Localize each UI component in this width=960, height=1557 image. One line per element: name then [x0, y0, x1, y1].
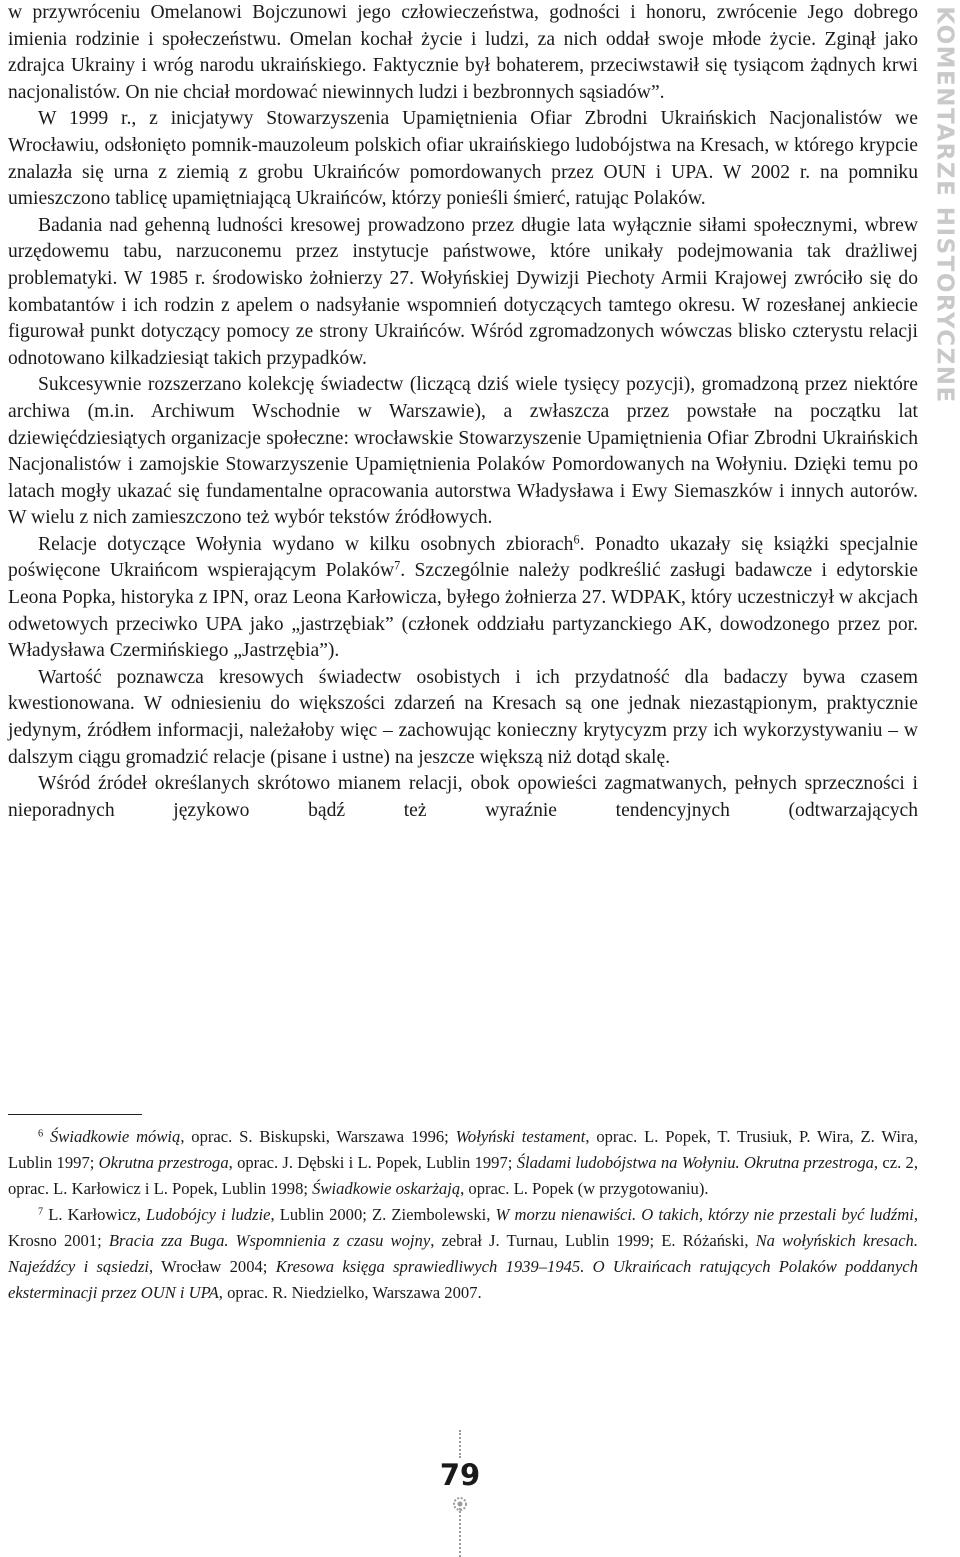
divider — [459, 1430, 461, 1458]
paragraph: Wartość poznawcza kresowych świadectw osobistych i ich przydatność dla badaczy bywa czasem kwestionowana. W odniesieniu do większości zdarzeń na Kresach są one jednak niezastąpionym, praktycznie jedynym, źródłem informacji, należałoby więc – zachowując konieczny krytycyzm przy ich wykorzystywaniu – w dalszym ciągu gromadzić relacje (pisane i ustne) na jeszcze większą niż dotąd skalę. — [8, 666, 918, 768]
paragraph: Wśród źródeł określanych skrótowo mianem relacji, obok opowieści zagmatwanych, pełnych sprzeczności i nieporadnych językowo bądź też wyraźnie tendencyjnych (odtwarzających — [8, 773, 918, 821]
footnote-divider — [8, 1114, 142, 1115]
footnote-6 — [8, 1124, 918, 1202]
footnote-text: , oprac. R. Niedzielko, Warszawa 2007. — [218, 1283, 482, 1302]
footnote-title: Wołyński testament — [455, 1127, 586, 1146]
footnote-number: 6 — [38, 1128, 44, 1140]
paragraph: w przywróceniu Omelanowi Bojczunowi jego człowieczeństwa, godności i honoru, zwrócenie Jego dobrego imienia rodzinie i społeczeństwu. Omelan kochał życie i ludzi, za nich oddał swoje młode życie. Zginął jako zdrajca Ukrainy i wróg narodu ukraińskiego. Faktycznie był bohaterem, przeciwstawił się tysiącom żądnych krwi nacjonalistów. On nie chciał mordować niewinnych ludzi i bezbronnych sąsiadów”. — [8, 2, 918, 103]
footnote-text: , oprac. S. Biskupski, Warszawa 1996; — [180, 1127, 456, 1146]
footnote-title: Świadkowie mówią — [49, 1127, 181, 1146]
footnote-title: Bracia zza Buga. Wspomnienia z czasu wojny — [108, 1231, 431, 1250]
footnote-text: , cz. 2, oprac. L. Karłowicz i L. Popek, Lublin 1998; — [8, 1153, 918, 1198]
footnote-text: , Wrocław 2004; — [149, 1257, 276, 1276]
text-run: . Ponadto ukazały się książki specjalnie poświęcone Ukraińcom wspierającym Polaków — [8, 533, 918, 582]
paragraph: Badania nad gehenną ludności kresowej prowadzono przez długie lata wyłącznie siłami społecznymi, wbrew urzędowemu tabu, narzuconemu przez instytucje państwowe, które unikały podejmowania tak drażliwej problematyki. W 1985 r. środowisko żołnierzy 27. Wołyńskiej Dywizji Piechoty Armii Krajowej zwróciło się do kombatantów i ich rodzin z apelem o nadsyłanie wspomnień dotyczących tamtego okresu. W rozesłanej ankiecie figurował punkt dotyczący pomocy ze strony Ukraińców. Wśród zgromadzonych wówczas blisko czterystu relacji odnotowano kilkadziesiąt takich przypadków. — [8, 214, 918, 369]
footnote-title: Na wołyńskich kresach. Najeźdźcy i sąsiedzi — [8, 1231, 918, 1276]
footnote-title: Śladami ludobójstwa na Wołyniu. Okrutna przestroga — [516, 1153, 874, 1172]
footnote-text: , oprac. L. Popek, T. Trusiuk, P. Wira, Z. Wira, Lublin 1997; — [8, 1127, 918, 1172]
page-footer — [420, 1430, 500, 1557]
footnote-text: , Lublin 2000; Z. Ziembolewski, — [270, 1205, 496, 1224]
paragraph — [8, 532, 918, 665]
text-run: Relacje dotyczące Wołynia wydano w kilku osobnych zbiorach — [38, 533, 574, 555]
footnote-title: Ludobójcy i ludzie — [145, 1205, 271, 1224]
footnote-title: Kresowa księga sprawiedliwych 1939–1945. O Ukraińcach ratujących Polaków poddanych eksterminacji przez OUN i UPA — [8, 1257, 918, 1302]
footnote-number: 7 — [38, 1206, 44, 1218]
footnote-text: , oprac. J. Dębski i L. Popek, Lublin 1997; — [228, 1153, 517, 1172]
footnote-text: , Krosno 2001; — [8, 1205, 918, 1250]
footnote-text: , zebrał J. Turnau, Lublin 1999; E. Różański, — [430, 1231, 756, 1250]
footnote-ref-6: 6 — [573, 532, 580, 547]
divider — [459, 1508, 461, 1557]
footnote-title: Okrutna przestroga — [98, 1153, 229, 1172]
text-run: . Szczególnie należy podkreślić zasługi badawcze i edytorskie Leona Popka, historyka z IPN, oraz Leona Karłowicza, byłego żołnierza 27. WDPAK, który uczestniczył w akcjach odwetowych przeciwko UPA jako „jastrzębiak” (członek oddziału partyzanckiego AK, dowodzonego przez por. Władysława Czermińskiego „Jastrzębia”). — [8, 560, 918, 662]
footnote-7 — [8, 1202, 918, 1306]
footnote-text: L. Karłowicz, — [43, 1205, 146, 1224]
section-label-text: KOMENTARZE HISTORYCZNE — [932, 6, 959, 404]
page-number: 79 — [439, 1458, 481, 1492]
section-side-label — [930, 0, 960, 410]
footnote-title: Świadkowie oskarżają — [312, 1179, 461, 1198]
body-text — [8, 0, 918, 824]
footnote-ref-7: 7 — [394, 558, 401, 573]
paragraph: W 1999 r., z inicjatywy Stowarzyszenia Upamiętnienia Ofiar Zbrodni Ukraińskich Nacjonalistów we Wrocławiu, odsłonięto pomnik-mauzoleum polskich ofiar ukraińskiego ludobójstwa na Kresach, w którego krypcie znalazła się urna z ziemią z grobu Ukraińców pomordowanych przez OUN i UPA. W 2002 r. na pomniku umieszczono tablicę upamiętniającą Ukraińców, którzy ponieśli śmierć, ratując Polaków. — [8, 108, 918, 210]
footnote-title: W morzu nienawiści. O takich, którzy nie przestali być ludźmi — [495, 1205, 914, 1224]
footnotes — [8, 1124, 918, 1306]
footnote-text: , oprac. L. Popek (w przygotowaniu). — [460, 1179, 709, 1198]
paragraph: Sukcesywnie rozszerzano kolekcję świadectw (liczącą dziś wiele tysięcy pozycji), gromadzoną przez niektóre archiwa (m.in. Archiwum Wschodnie w Warszawie), a zwłaszcza przez powstałe na początku lat dziewięćdziesiątych organizacje społeczne: wrocławskie Stowarzyszenie Upamiętnienia Ofiar Zbrodni Ukraińskich Nacjonalistów i zamojskie Stowarzyszenie Upamiętnienia Polaków Pomordowanych na Wołyniu. Dzięki temu po latach mogły ukazać się fundamentalne opracowania autorstwa Władysława i Ewy Siemaszków i innych autorów. W wielu z nich zamieszczono też wybór tekstów źródłowych. — [8, 374, 918, 529]
